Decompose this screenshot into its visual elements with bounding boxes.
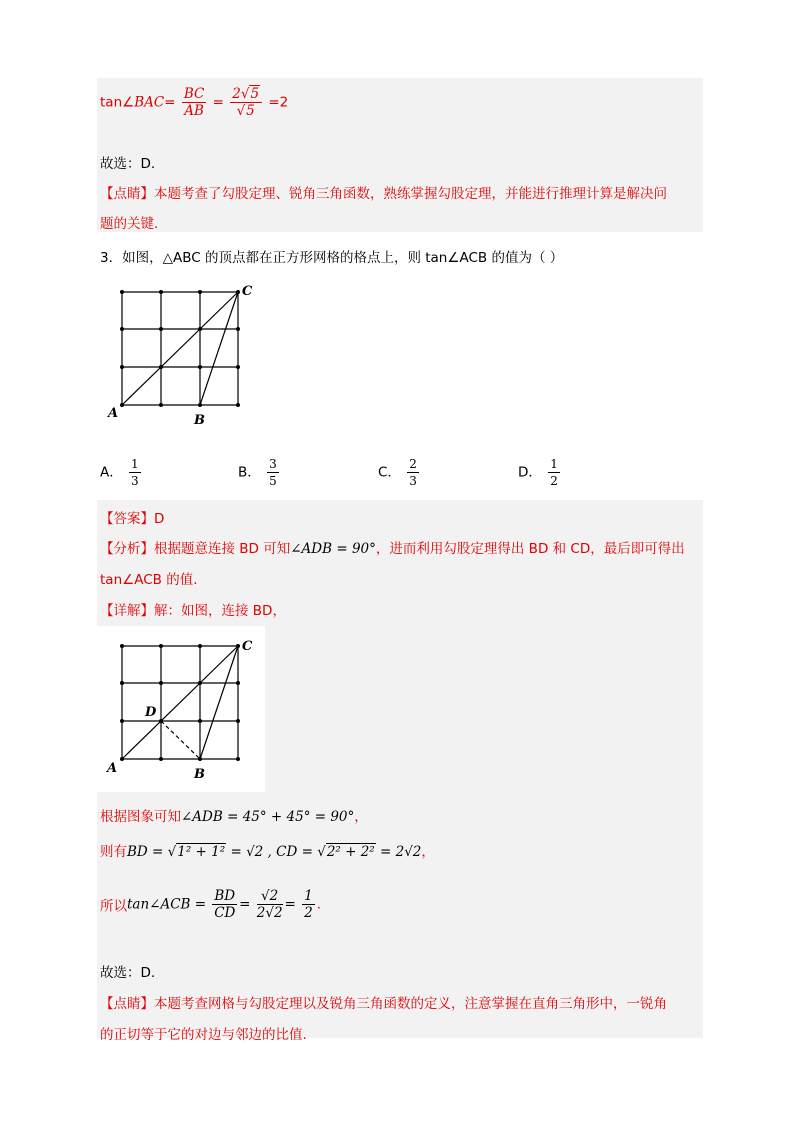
equals-sign: = bbox=[164, 94, 176, 111]
label-b: B bbox=[194, 413, 205, 428]
comment-tag: 【点睛】 bbox=[100, 186, 154, 202]
radicand: 5 bbox=[246, 103, 255, 119]
fraction-bd-cd bbox=[212, 888, 237, 921]
choice-text: 故选：D. bbox=[100, 156, 156, 172]
comment-text: 本题考查了勾股定理、锐角三角函数，熟练掌握勾股定理，并能进行推理计算是解决问 bbox=[154, 186, 667, 202]
analysis-tag: 【分析】 bbox=[100, 541, 154, 557]
step-1-math: ∠ADB = 45° + 45° = 90° bbox=[181, 809, 355, 825]
frac-den: 2 bbox=[550, 474, 558, 488]
comment2-line-1 bbox=[100, 992, 667, 1012]
grid-figure-question bbox=[100, 280, 260, 430]
tan-acb-lhs: tan∠ACB = bbox=[127, 896, 207, 913]
frac-num: BC bbox=[183, 86, 205, 102]
question-text: 如图，△ABC 的顶点都在正方形网格的格点上，则 tan∠ACB 的值为（ ） bbox=[122, 250, 564, 266]
frac-den: 2 bbox=[304, 905, 313, 921]
frac-num: √2 bbox=[257, 888, 283, 905]
frac-den: AB bbox=[184, 103, 204, 119]
label-a: A bbox=[107, 761, 118, 776]
tan-var: BAC bbox=[134, 94, 165, 111]
label-c: C bbox=[242, 639, 253, 654]
radicand: 5 bbox=[250, 86, 260, 102]
comment-line-1 bbox=[100, 182, 667, 202]
option-a[interactable] bbox=[100, 456, 143, 489]
fraction-2root5-root5: $\frac{2√5}{√5}$ bbox=[230, 86, 262, 119]
analysis-math: ∠ADB = 90° bbox=[290, 541, 376, 557]
frac-den: 3 bbox=[131, 474, 139, 488]
analysis-line-2: tan∠ACB 的值. bbox=[100, 572, 198, 588]
option-fraction bbox=[267, 456, 279, 489]
step-3-text: 所以 bbox=[100, 898, 127, 915]
frac-num: 1 bbox=[550, 457, 558, 471]
option-label: A． bbox=[100, 464, 123, 481]
step-3-post: . bbox=[316, 896, 322, 913]
option-fraction bbox=[548, 456, 560, 489]
label-b: B bbox=[194, 767, 205, 782]
option-label: C． bbox=[378, 464, 401, 481]
bd-value: = √2 , CD = bbox=[230, 844, 313, 860]
comment-text: 本题考查网格与勾股定理以及锐角三角函数的定义，注意掌握在直角三角形中，一锐角 bbox=[154, 996, 667, 1012]
equals-sign: = bbox=[212, 94, 224, 111]
tan-prefix: tan∠ bbox=[100, 94, 135, 111]
bd-radicand: 1² + 1² bbox=[177, 844, 226, 860]
segment-ac bbox=[122, 292, 238, 405]
answer-tag: 【答案】 bbox=[100, 511, 154, 527]
label-a: A bbox=[108, 406, 119, 421]
step-1 bbox=[100, 805, 368, 825]
frac-den: 3 bbox=[409, 474, 417, 488]
analysis-text-2: ，进而利用勾股定理得出 BD 和 CD，最后即可得出 bbox=[375, 541, 685, 557]
step-2: 则有BD = √1² + 1² = √2 , CD = √2² + 2² = 2√2， bbox=[100, 844, 435, 860]
choice-text-2: 故选：D. bbox=[100, 965, 156, 981]
analysis-text: 根据题意连接 BD 可知 bbox=[154, 541, 291, 557]
step-1-post: ， bbox=[354, 809, 368, 825]
question-number: 3． bbox=[100, 250, 123, 266]
frac-num: 1 bbox=[131, 457, 139, 471]
comment-line-2: 题的关键. bbox=[100, 216, 159, 232]
fraction-root2-2root2 bbox=[257, 888, 283, 921]
frac-num: 2 bbox=[409, 457, 417, 471]
detail-tag: 【详解】 bbox=[100, 603, 154, 619]
option-b[interactable] bbox=[238, 456, 281, 489]
analysis-line-1 bbox=[100, 537, 685, 557]
step-2-text: 则有 bbox=[100, 844, 127, 860]
answer-line bbox=[100, 507, 164, 527]
question-3 bbox=[100, 246, 563, 266]
step-2-post: ， bbox=[421, 844, 435, 860]
fraction-1-2 bbox=[302, 888, 315, 921]
detail-text: 解：如图，连接 BD， bbox=[154, 603, 286, 619]
label-d: D bbox=[145, 705, 157, 720]
bd-lhs: BD = bbox=[127, 844, 164, 860]
segment-bc bbox=[200, 292, 238, 405]
option-fraction bbox=[407, 456, 419, 489]
answer-value: D bbox=[154, 511, 165, 527]
option-label: B． bbox=[238, 464, 261, 481]
option-label: D． bbox=[518, 464, 542, 481]
fraction-bc-ab bbox=[182, 86, 207, 119]
option-d[interactable] bbox=[518, 456, 562, 489]
frac-den: 2√2 bbox=[256, 905, 283, 921]
frac-num: 1 bbox=[304, 888, 313, 904]
detail-line bbox=[100, 599, 286, 619]
segment-bc bbox=[200, 646, 238, 759]
frac-num: BD bbox=[214, 888, 236, 904]
comment2-line-2: 的正切等于它的对边与邻边的比值. bbox=[100, 1027, 307, 1043]
coef: 2 bbox=[232, 86, 241, 102]
option-fraction bbox=[129, 456, 141, 489]
cd-value: = 2√2 bbox=[380, 844, 422, 860]
tan-bac-equation bbox=[100, 86, 288, 119]
segment-ac bbox=[122, 646, 238, 759]
frac-num: 3 bbox=[269, 457, 277, 471]
frac-den: 5 bbox=[269, 474, 277, 488]
cd-radicand: 2² + 2² bbox=[326, 844, 375, 860]
grid-figure-solution bbox=[97, 626, 265, 792]
result: =2 bbox=[268, 94, 289, 111]
comment-tag: 【点睛】 bbox=[100, 996, 154, 1012]
option-c[interactable] bbox=[378, 456, 421, 489]
segment-bd-dashed bbox=[161, 721, 200, 759]
frac-den: CD bbox=[214, 905, 236, 921]
label-c: C bbox=[242, 284, 253, 299]
step-1-text: 根据图象可知 bbox=[100, 809, 181, 825]
step-3: 所以tan∠ACB = $\frac{BD}{CD}$ = $\frac{√2}{2√2}$ = $\frac{1}{2}$ . bbox=[100, 888, 322, 921]
